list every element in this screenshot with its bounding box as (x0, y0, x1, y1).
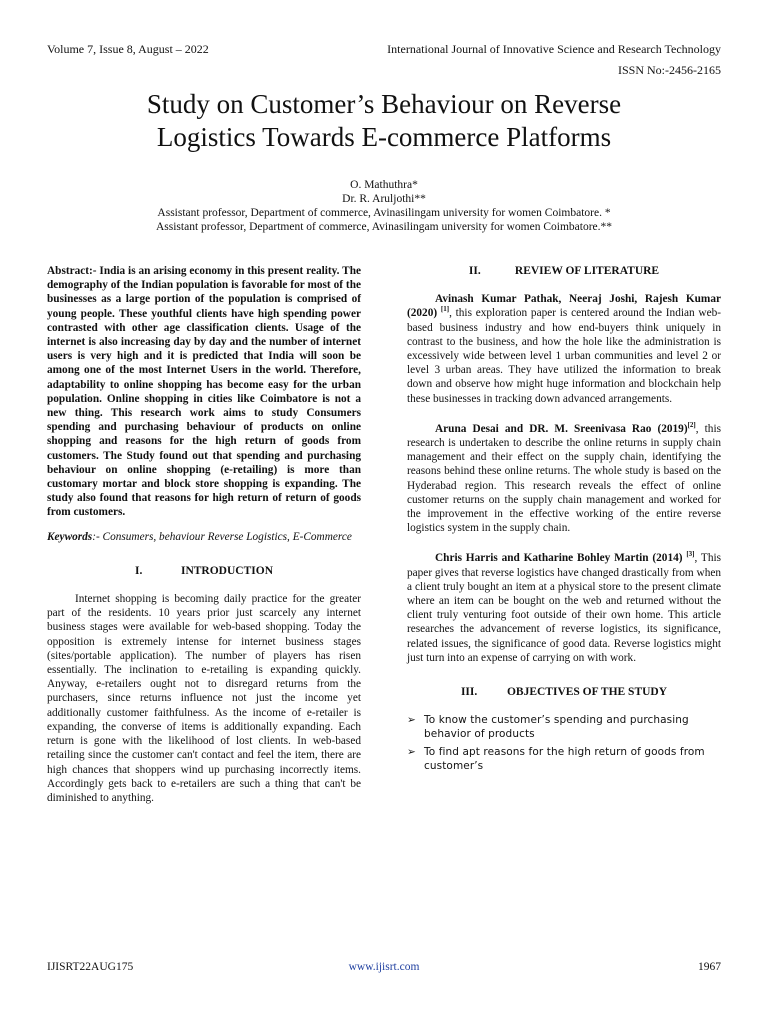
objective-text: To know the customer’s spending and purchasing behavior of products (424, 714, 689, 741)
title-line-1: Study on Customer’s Behaviour on Reverse (146, 89, 622, 119)
header-issn: ISSN No:-2456-2165 (617, 63, 721, 77)
author-1: O. Mathuthra* (350, 179, 418, 191)
review-text: , this research is undertaken to describe the online returns in supply chain management and their effect on the supply chain, identifying the reasons behind these online returns. The whole study is based on the Hyderabad region. This research reveals the effect of online customer returns on the supply chain management and worked for the improvement in the effective working of the entire reverse logistics system in the supply chain. (407, 422, 721, 535)
title-line-2: Logistics Towards E-commerce Platforms (156, 122, 612, 152)
review-authors: Chris Harris and Katharine Bohley Martin (2014) (435, 552, 683, 565)
citation-ref: [2] (687, 421, 696, 430)
footer-page-number: 1967 (698, 961, 721, 973)
list-item (407, 713, 721, 741)
arrow-bullet-icon: ➢ (407, 714, 416, 727)
section-heading-introduction (47, 564, 361, 578)
review-text: , This paper gives that reverse logistics have changed drastically from when a client truly bought an item at a physical store to the present climate where an item can be bought on the web and returned without the client truly venturing foot outside of their own home. This article researches the advancement of reverse logistics, its significance, related issues, the significance of good data. Reverse logistics might just turn into an expense of carrying on with work. (407, 552, 722, 664)
review-authors: Aruna Desai and DR. M. Sreenivasa Rao (2019) (435, 422, 688, 435)
review-paragraph-1 (407, 292, 721, 406)
section-number: III. (460, 686, 478, 699)
review-paragraph-3 (407, 551, 721, 665)
keywords-label: Keywords (47, 530, 93, 543)
author-2: Dr. R. Aruljothi** (342, 193, 426, 205)
author-block (40, 178, 728, 234)
footer-url[interactable]: www.ijisrt.com (348, 961, 420, 973)
affiliation-2: Assistant professor, Department of commerce, Avinasilingam university for women Coimbatore.** (155, 221, 613, 233)
section-number: I. (134, 564, 143, 577)
objective-text: To find apt reasons for the high return of goods from customer’s (424, 746, 705, 773)
review-text: , this exploration paper is centered around the Indian web-based business industry and how end-buyers think uniquely in contrast to the business, and how the hole like the administration is excessively wide between level 1 urban communities and level 2 or level 3 urban areas. They have utilized the information to break down and observe how might huge information and blockchain help these businesses in tracking down advanced arrangements. (407, 307, 721, 405)
section-title: INTRODUCTION (180, 564, 273, 577)
left-column (47, 264, 361, 805)
section-title: OBJECTIVES OF THE STUDY (506, 686, 668, 699)
introduction-paragraph: Internet shopping is becoming daily practice for the greater part of the residents. 10 years prior just scarcely any internet business stages were available for web-based shopping. Today the opposition is extremely intense for internet business stages (sites/portable application). The number of players has risen essentially. The inclination to e-retailing is expanding quickly. Anyway, e-retailers ought not to disregard returns from the purchasers, since returns influence not just the income yet additionally customer faithfulness. As the income of e-retailer is expanding, the converse of items is additionally expanding. Each return is gone with the likelihood of lost clients. In web-based retailing since the customer can't contact and feel the item, there are high chances that shoppers wind up purchasing incorrectly items. Accordingly gets back to e-retailers are such a thing that can't be diminished to anything. (47, 593, 361, 804)
section-heading-review (407, 264, 721, 278)
review-authors: Avinash Kumar Pathak, Neeraj Joshi, Rajesh Kumar (2020) (407, 293, 721, 320)
right-column (407, 264, 721, 777)
header-journal: International Journal of Innovative Science and Research Technology (387, 42, 721, 56)
section-title: REVIEW OF LITERATURE (514, 265, 660, 277)
arrow-bullet-icon: ➢ (407, 746, 416, 759)
affiliation-1: Assistant professor, Department of commerce, Avinasilingam university for women Coimbatore. * (157, 207, 611, 219)
footer-paper-id: IJISRT22AUG175 (47, 961, 134, 973)
abstract: Abstract:- India is an arising economy in this present reality. The demography of the Indian population is favorable for most of the businesses as a large portion of the population is comprised of young people. These youthful clients have high spending power contrasted with other age classification clients. Usage of the internet is also increasing day by day and the number of internet users is very high and it is predicted that India will soon be among one of the most Internet Users in the world. Therefore, adaptability to online shopping has become easy for the urban population. Online shopping in cities like Coimbatore is not a new thing. This research work aims to study Consumers spending and purchasing behaviour of products on online shopping and reasons for the high return of goods from customers. The Study found out that spending and purchasing behaviour on online shopping (e-retailing) is more than customary mortar and block store shopping is expanding. The study also found that reasons for high return of return of goods from customers. (47, 265, 361, 519)
paper-title (40, 88, 728, 154)
keywords (47, 530, 361, 544)
list-item (407, 745, 721, 773)
keywords-text: :- Consumers, behaviour Reverse Logistics, E-Commerce (92, 530, 352, 543)
section-number: II. (468, 265, 481, 277)
review-paragraph-2 (407, 422, 721, 536)
header-volume: Volume 7, Issue 8, August – 2022 (47, 42, 209, 56)
section-heading-objectives (407, 685, 721, 699)
citation-ref: [1] (440, 305, 450, 314)
citation-ref: [3] (686, 550, 695, 559)
objectives-list (407, 713, 721, 773)
